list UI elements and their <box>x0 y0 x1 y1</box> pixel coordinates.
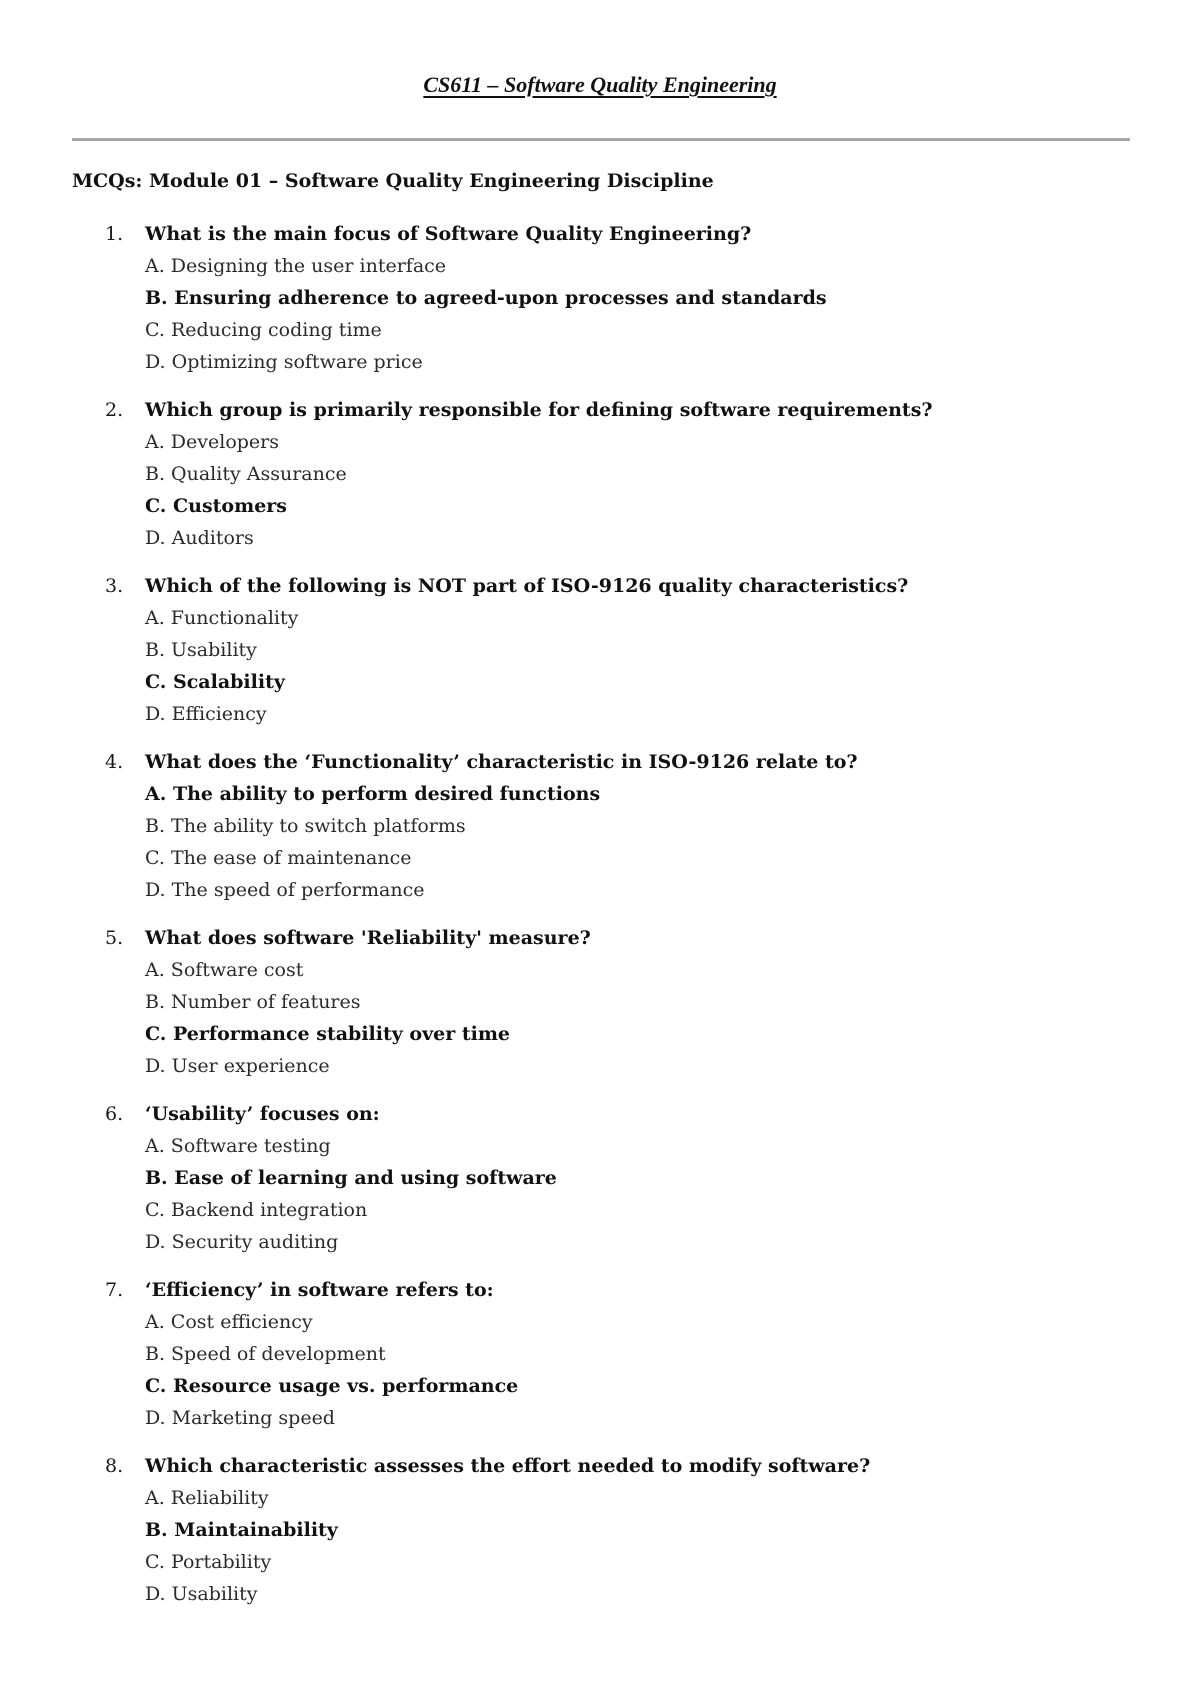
question-text: What does software 'Reliability' measure? <box>145 927 591 949</box>
answer-option: A. Designing the user interface <box>145 255 447 277</box>
answer-option: A. Cost efficiency <box>145 1311 313 1333</box>
answer-option: D. Auditors <box>145 527 254 549</box>
question-number: 1. <box>105 223 124 245</box>
question-item <box>0 1098 1200 1258</box>
question-text: Which of the following is NOT part of ISO-9126 quality characteristics? <box>145 575 909 597</box>
answer-options <box>145 954 1200 1082</box>
question-item <box>0 1274 1200 1434</box>
question-item <box>0 570 1200 730</box>
answer-option: A. Software testing <box>145 1135 331 1157</box>
answer-option: D. Marketing speed <box>145 1407 335 1429</box>
question-item <box>0 394 1200 554</box>
answer-options <box>145 426 1200 554</box>
correct-answer-option: B. Ensuring adherence to agreed-upon processes and standards <box>145 287 827 309</box>
header-divider <box>72 138 1130 141</box>
correct-answer-option: C. Resource usage vs. performance <box>145 1375 519 1397</box>
answer-option: D. The speed of performance <box>145 879 425 901</box>
question-number: 7. <box>105 1279 124 1301</box>
answer-option: C. Portability <box>145 1551 272 1573</box>
question-text: What does the ‘Functionality’ characteristic in ISO-9126 relate to? <box>145 751 858 773</box>
correct-answer-option: C. Performance stability over time <box>145 1023 511 1045</box>
question-item <box>0 218 1200 378</box>
answer-option: D. User experience <box>145 1055 330 1077</box>
question-number: 6. <box>105 1103 124 1125</box>
question-number: 2. <box>105 399 124 421</box>
question-number: 3. <box>105 575 124 597</box>
module-heading: MCQs: Module 01 – Software Quality Engineering Discipline <box>72 170 714 192</box>
question-text: ‘Efficiency’ in software refers to: <box>145 1279 494 1301</box>
question-number: 4. <box>105 751 124 773</box>
correct-answer-option: C. Customers <box>145 495 287 517</box>
question-item <box>0 746 1200 906</box>
question-list <box>0 218 1200 1626</box>
question-item <box>0 1450 1200 1610</box>
question-text: What is the main focus of Software Quality Engineering? <box>145 223 752 245</box>
correct-answer-option: B. Maintainability <box>145 1519 338 1541</box>
answer-option: D. Efficiency <box>145 703 267 725</box>
question-text: Which group is primarily responsible for defining software requirements? <box>145 399 933 421</box>
answer-option: D. Usability <box>145 1583 258 1605</box>
answer-option: A. Software cost <box>145 959 304 981</box>
answer-option: B. Speed of development <box>145 1343 386 1365</box>
answer-options <box>145 1130 1200 1258</box>
answer-option: B. Usability <box>145 639 257 661</box>
question-number: 5. <box>105 927 124 949</box>
answer-options <box>145 1482 1200 1610</box>
question-number: 8. <box>105 1455 124 1477</box>
correct-answer-option: A. The ability to perform desired functions <box>145 783 601 805</box>
question-text: Which characteristic assesses the effort needed to modify software? <box>145 1455 871 1477</box>
answer-option: A. Developers <box>145 431 280 453</box>
answer-option: D. Security auditing <box>145 1231 339 1253</box>
answer-option: A. Functionality <box>145 607 299 629</box>
answer-option: D. Optimizing software price <box>145 351 423 373</box>
question-item <box>0 922 1200 1082</box>
document-title: CS611 – Software Quality Engineering <box>423 72 777 97</box>
answer-option: C. The ease of maintenance <box>145 847 412 869</box>
answer-option: B. The ability to switch platforms <box>145 815 466 837</box>
answer-options <box>145 1306 1200 1434</box>
answer-option: C. Reducing coding time <box>145 319 382 341</box>
answer-options <box>145 778 1200 906</box>
answer-option: C. Backend integration <box>145 1199 368 1221</box>
answer-options <box>145 250 1200 378</box>
question-text: ‘Usability’ focuses on: <box>145 1103 380 1125</box>
answer-option: A. Reliability <box>145 1487 269 1509</box>
answer-options <box>145 602 1200 730</box>
answer-option: B. Quality Assurance <box>145 463 347 485</box>
correct-answer-option: C. Scalability <box>145 671 285 693</box>
correct-answer-option: B. Ease of learning and using software <box>145 1167 557 1189</box>
answer-option: B. Number of features <box>145 991 361 1013</box>
